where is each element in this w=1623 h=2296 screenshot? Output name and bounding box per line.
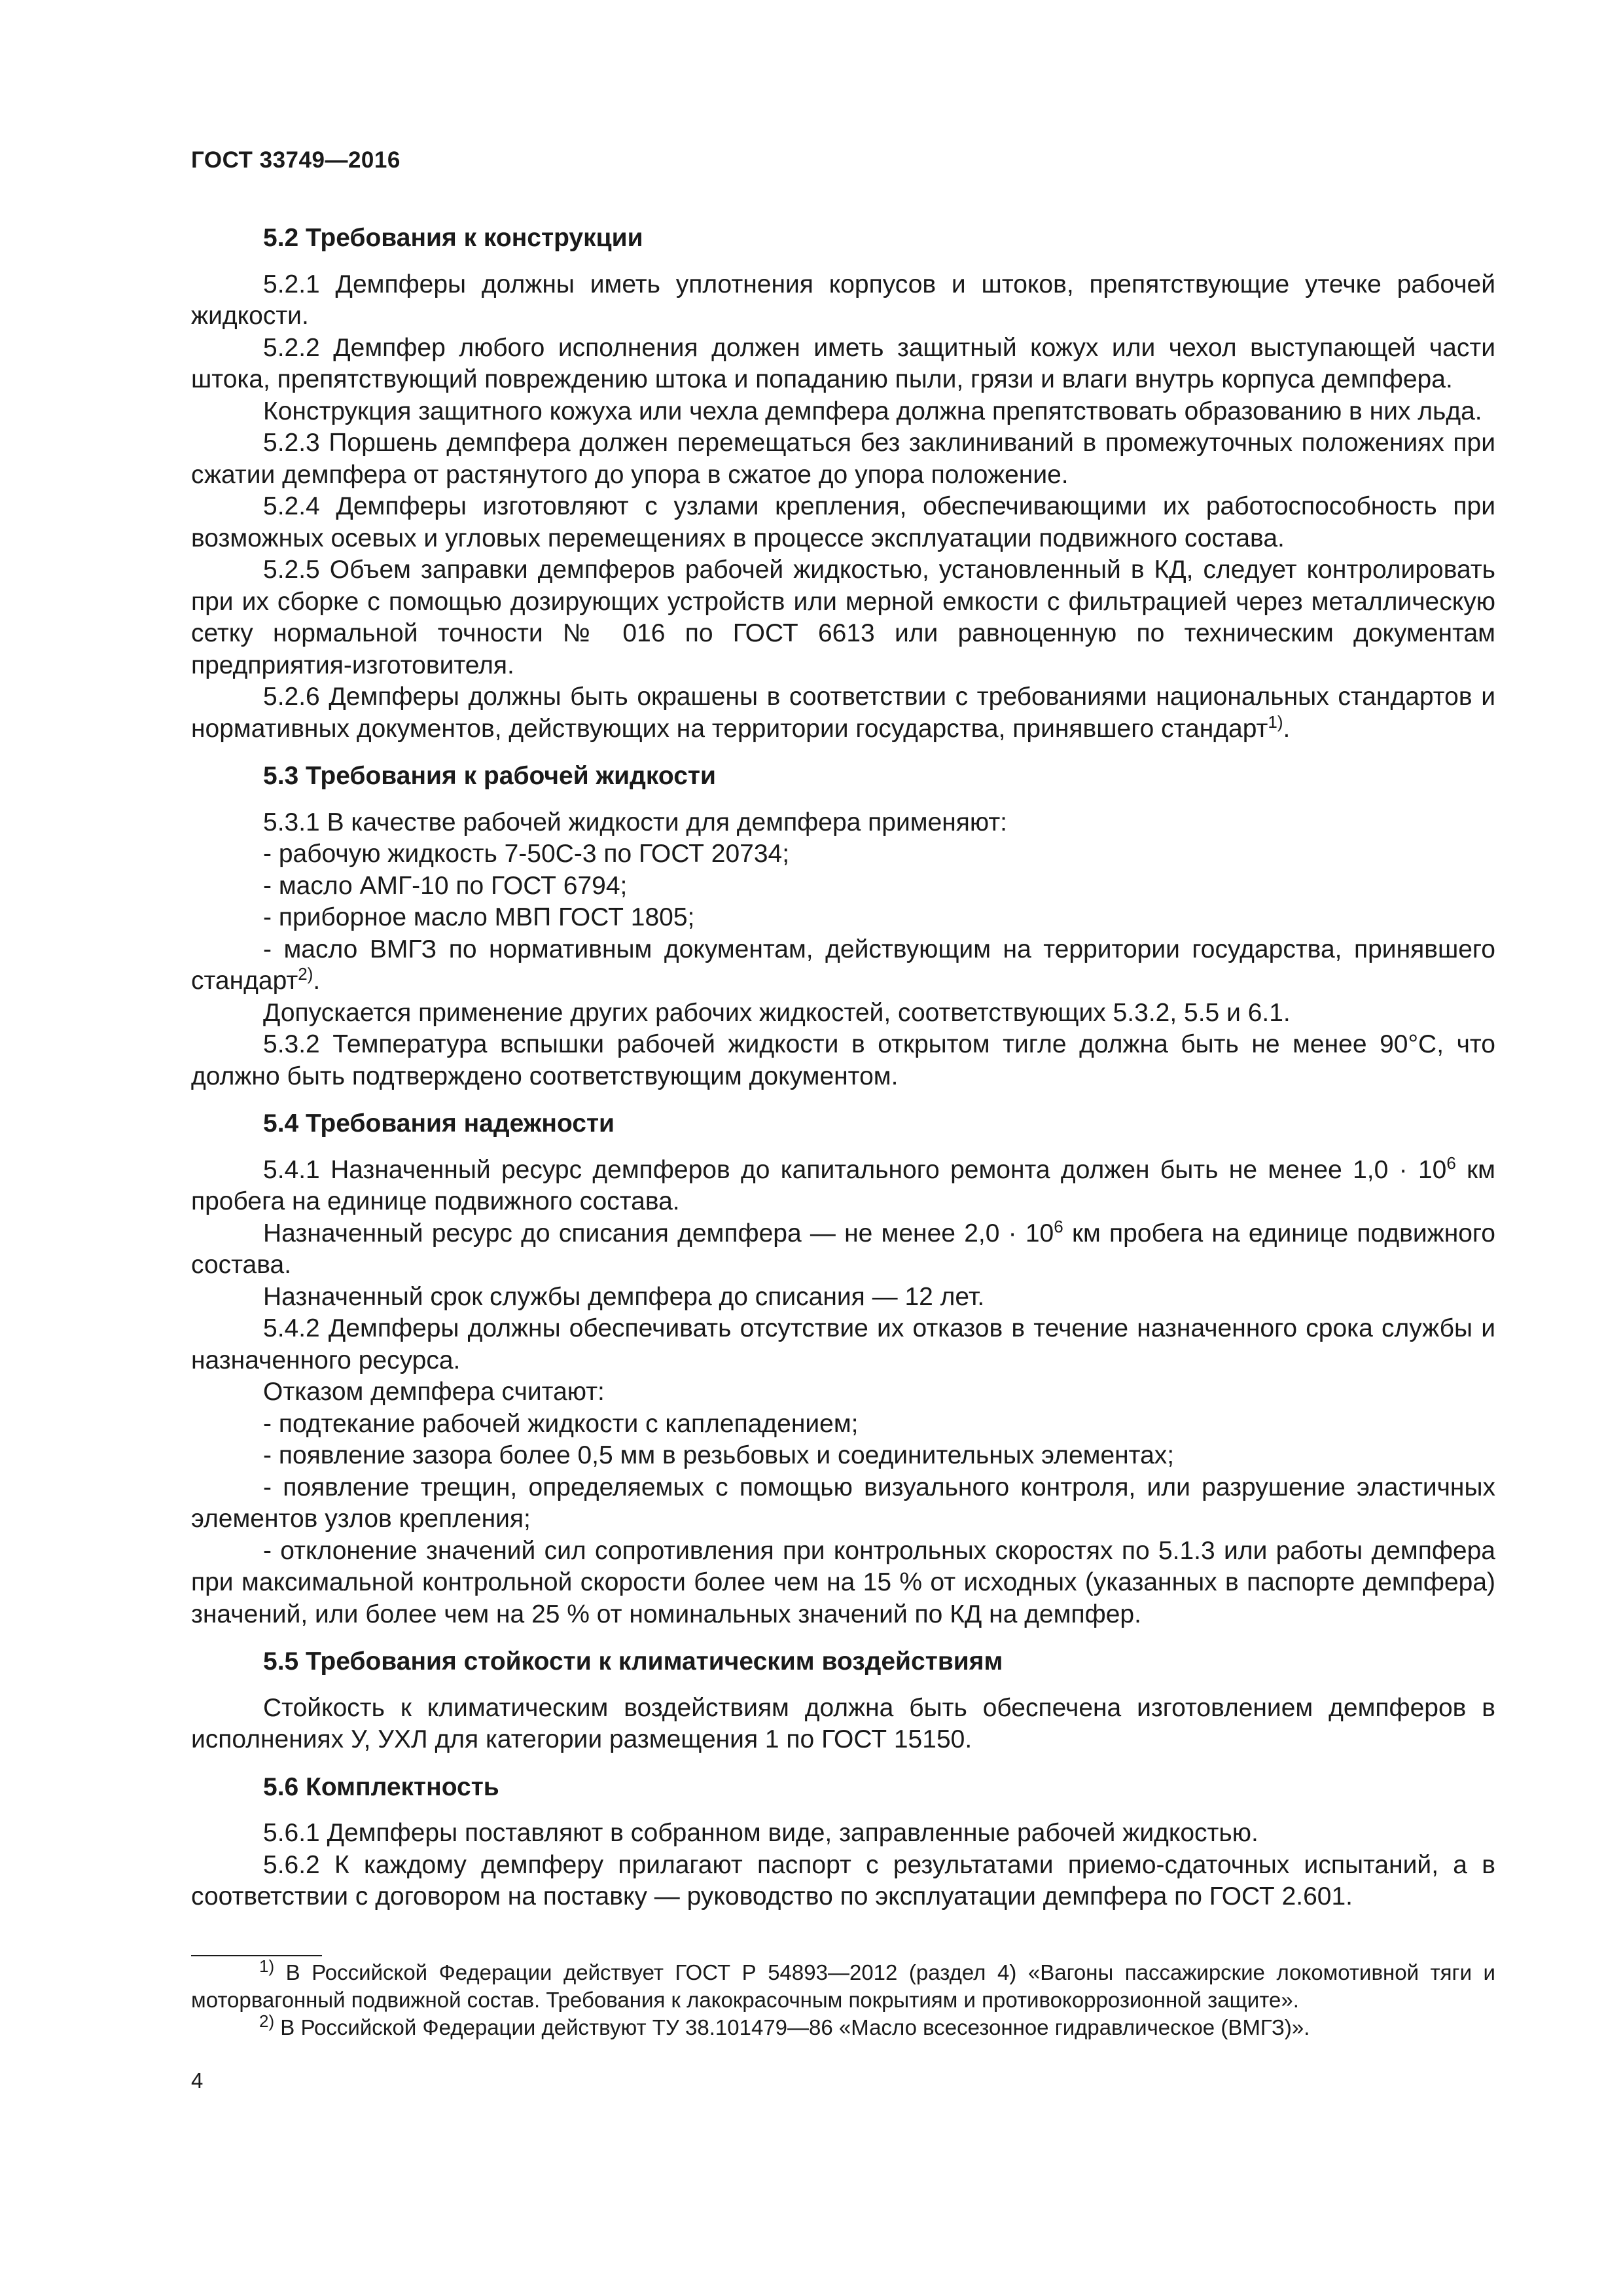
list-item-failure-3: - появление трещин, определяемых с помощью визуального контроля, или разрушение эластичных элементов узлов крепления;: [191, 1473, 1495, 1533]
paragraph-5-2-1: 5.2.1 Демпферы должны иметь уплотнения корпусов и штоков, препятствующие утечке рабочей жидкости.: [191, 270, 1495, 330]
footnote-2: [191, 2011, 1495, 2041]
paragraph-5-6-1: 5.6.1 Демпферы поставляют в собранном виде, заправленные рабочей жидкостью.: [263, 1819, 1258, 1847]
paragraph-5-3-1: 5.3.1 В качестве рабочей жидкости для демпфера применяют:: [263, 808, 1008, 836]
main-content: [191, 223, 1495, 1913]
paragraph-5-6-2: 5.6.2 К каждому демпферу прилагают паспорт с результатами приемо-сдаточных испытаний, а в соответствии с договором на поставку — руководство по эксплуатации демпфера по ГОСТ 2.601.: [191, 1850, 1495, 1910]
paragraph-5-2-6-text: 5.2.6 Демпферы должны быть окрашены в соответствии с требованиями национальных стандартов и нормативных документов, действующих на территории государства, принявшего стандарт: [191, 683, 1495, 743]
footnote-divider: [191, 1955, 322, 1956]
paragraph-5-4-1-a: 5.4.1 Назначенный ресурс демпферов до капитального ремонта должен быть не менее 1,0 · 10: [263, 1155, 1447, 1184]
footnote-ref-2: 2): [298, 964, 313, 984]
list-item-failure-2: - появление зазора более 0,5 мм в резьбовых и соединительных элементах;: [263, 1441, 1175, 1469]
exponent-5-4-1: 6: [1446, 1153, 1456, 1173]
section-heading-5-6: 5.6 Комплектность: [263, 1772, 499, 1801]
list-item-failure-4: - отклонение значений сил сопротивления при контрольных скоростях по 5.1.3 или работы демпфера при максимальной контрольной скорости более чем на 15 % от исходных (указанных в паспорте демпфера) значений, или более чем на 25 % от номинальных значений по КД на демпфер.: [191, 1536, 1495, 1628]
paragraph-5-3-2: 5.3.2 Температура вспышки рабочей жидкости в открытом тигле должна быть не менее 90°С, что должно быть подтверждено соответствующим документом.: [191, 1030, 1495, 1090]
section-heading-5-5: 5.5 Требования стойкости к климатическим воздействиям: [263, 1647, 1003, 1676]
page-number: 4: [191, 2068, 204, 2092]
footnote-1-text: В Российской Федерации действует ГОСТ Р 54893—2012 (раздел 4) «Вагоны пассажирские локомотивной тяги и моторвагонный подвижной состав. Требования к лакокрасочным покрытиям и противокоррозионной защите».: [191, 1960, 1495, 2012]
paragraph-5-4-2: 5.4.2 Демпферы должны обеспечивать отсутствие их отказов в течение назначенного срока службы и назначенного ресурса.: [191, 1314, 1495, 1374]
list-item-fluid-1: - рабочую жидкость 7-50С-3 по ГОСТ 20734;: [263, 840, 790, 868]
paragraph-5-4-1-writeoff-a: Назначенный ресурс до списания демпфера — не менее 2,0 · 10: [263, 1219, 1054, 1247]
paragraph-5-5: Стойкость к климатическим воздействиям должна быть обеспечена изготовлением демпферов в исполнениях У, УХЛ для категории размещения 1 по ГОСТ 15150.: [191, 1693, 1495, 1753]
list-item-fluid-4-end: .: [313, 967, 321, 995]
footnote-ref-1: 1): [1268, 711, 1283, 732]
paragraph-5-2-4: 5.2.4 Демпферы изготовляют с узлами крепления, обеспечивающими их работоспособность при возможных осевых и угловых перемещениях в процессе эксплуатации подвижного состава.: [191, 492, 1495, 552]
list-item-fluid-2: - масло АМГ-10 по ГОСТ 6794;: [263, 871, 628, 900]
document-code: ГОСТ 33749—2016: [191, 147, 401, 173]
paragraph-5-2-5: 5.2.5 Объем заправки демпферов рабочей жидкостью, установленный в КД, следует контролировать при их сборке с помощью дозирующих устройств или мерной емкости с фильтрацией через металлическую сетку нормальной точности № 016 по ГОСТ 6613 или равноценную по техническим документам предприятия-изготовителя.: [191, 556, 1495, 679]
list-item-failure-1: - подтекание рабочей жидкости с каплепадением;: [263, 1409, 859, 1438]
list-item-fluid-3: - приборное масло МВП ГОСТ 1805;: [263, 903, 695, 931]
paragraph-5-2-2: 5.2.2 Демпфер любого исполнения должен иметь защитный кожух или чехол выступающей части штока, препятствующий повреждению штока и попаданию пыли, грязи и влаги внутрь корпуса демпфера.: [191, 333, 1495, 393]
paragraph-5-4-2-failures: Отказом демпфера считают:: [263, 1378, 605, 1406]
paragraph-5-2-6: [191, 681, 1495, 745]
paragraph-5-2-2-cont: Конструкция защитного кожуха или чехла демпфера должна препятствовать образованию в них льда.: [263, 397, 1482, 425]
paragraph-5-4-1: [191, 1155, 1495, 1218]
footnote-2-mark: 2): [259, 2011, 275, 2031]
section-heading-5-3: 5.3 Требования к рабочей жидкости: [263, 762, 716, 790]
footnote-1: [191, 1956, 1495, 2014]
paragraph-5-4-1-b: км пробега на единице подвижного состава.: [191, 1155, 1495, 1215]
list-item-fluid-4-text: - масло ВМГЗ по нормативным документам, действующим на территории государства, принявшего стандарт: [191, 935, 1495, 995]
paragraph-5-4-1-writeoff-b: км пробега на единице подвижного состава.: [191, 1219, 1495, 1279]
list-item-fluid-4: [191, 934, 1495, 997]
section-heading-5-2: 5.2 Требования к конструкции: [263, 224, 643, 252]
section-heading-5-4: 5.4 Требования надежности: [263, 1109, 615, 1138]
paragraph-5-2-6-end: .: [1283, 714, 1291, 743]
paragraph-5-4-1-writeoff: [191, 1218, 1495, 1282]
footnotes: [191, 1956, 1495, 2041]
paragraph-5-3-allowed: Допускается применение других рабочих жидкостей, соответствующих 5.3.2, 5.5 и 6.1.: [263, 998, 1291, 1027]
footnote-1-mark: 1): [259, 1956, 275, 1976]
paragraph-5-2-3: 5.2.3 Поршень демпфера должен перемещаться без заклиниваний в промежуточных положениях при сжатии демпфера от растянутого до упора в сжатое до упора положение.: [191, 429, 1495, 489]
exponent-5-4-1-writeoff: 6: [1054, 1216, 1063, 1236]
footnote-2-text: В Российской Федерации действуют ТУ 38.101479—86 «Масло всесезонное гидравлическое (ВМГЗ)».: [274, 2015, 1310, 2039]
paragraph-5-4-1-service-life: Назначенный срок службы демпфера до списания — 12 лет.: [263, 1282, 985, 1311]
